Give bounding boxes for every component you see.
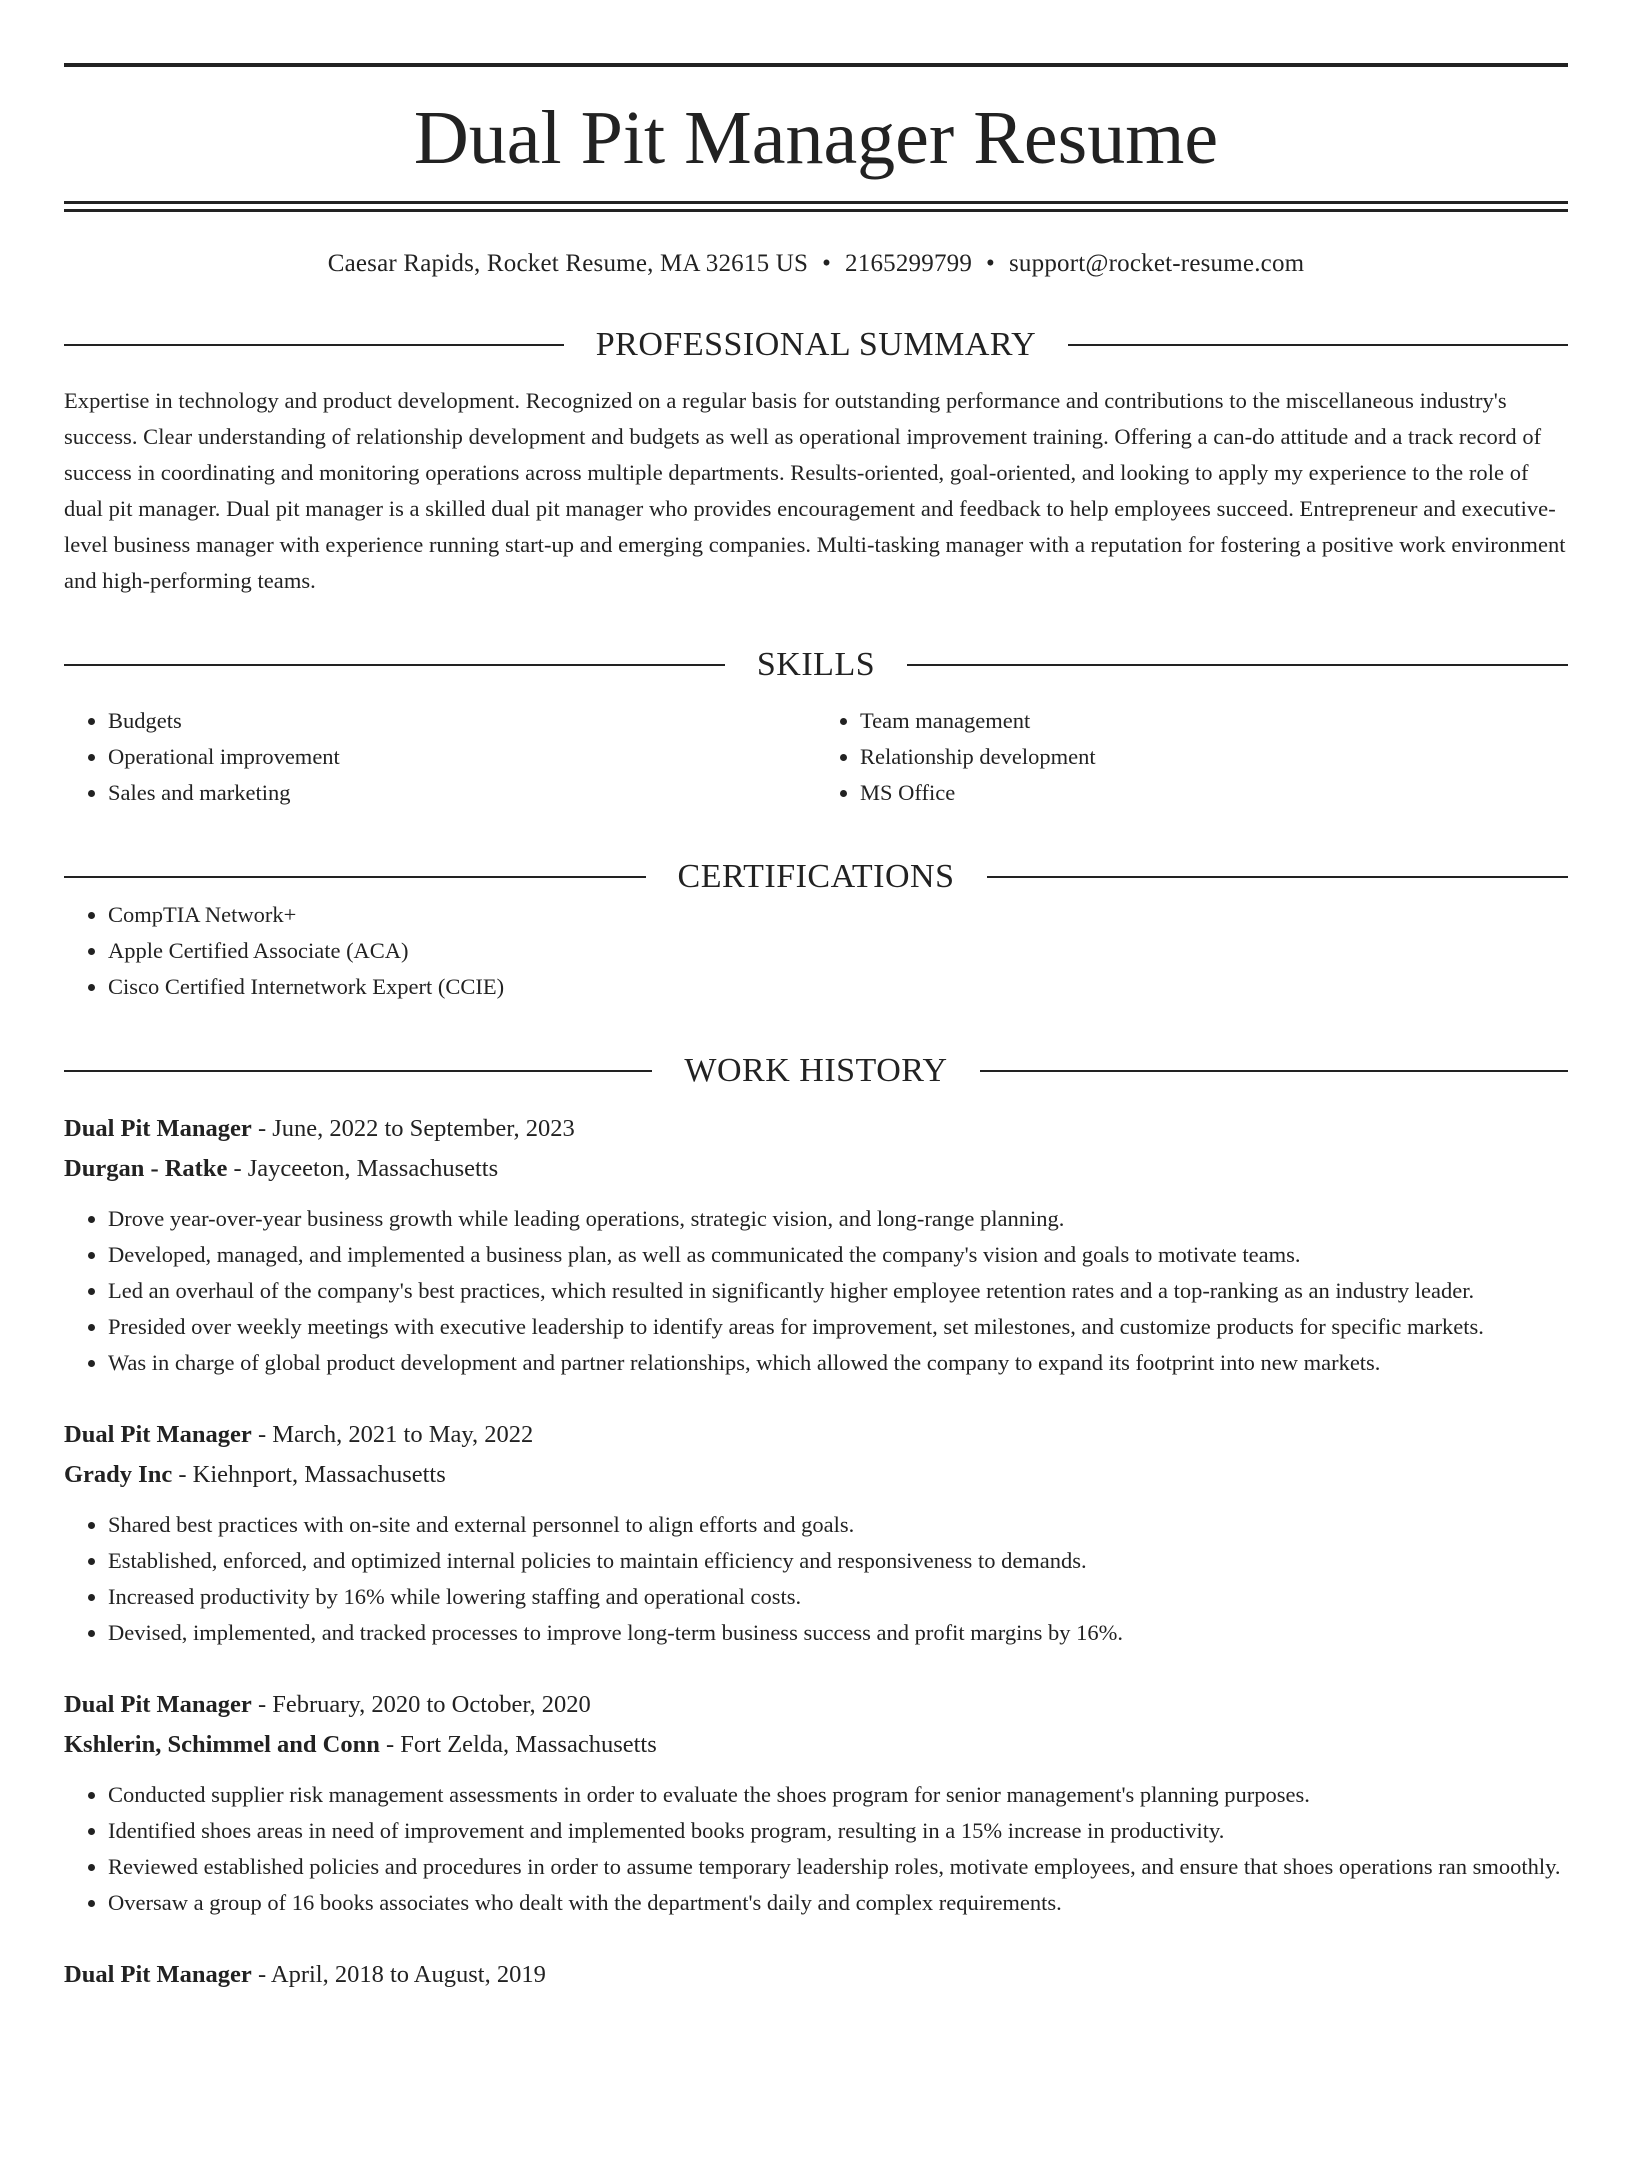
job-company-line xyxy=(64,1725,1568,1765)
job-bullet: • Drove year-over-year business growth while leading operations, strategic vision, and long-range planning. xyxy=(108,1201,1568,1237)
job-title: Dual Pit Manager xyxy=(64,1421,252,1448)
job-bullet: • Conducted supplier risk management assessments in order to evaluate the shoes program for senior management's planning purposes. xyxy=(108,1777,1568,1813)
skill-item: • Operational improvement xyxy=(108,739,816,775)
job-bullet: • Reviewed established policies and procedures in order to assume temporary leadership roles, motivate employees, and ensure that shoes operations ran smoothly. xyxy=(108,1849,1568,1885)
job-company: Kshlerin, Schimmel and Conn xyxy=(64,1731,380,1758)
job-entry xyxy=(64,1955,1568,1995)
job-location: - Fort Zelda, Massachusetts xyxy=(385,1731,657,1758)
job-bullet: • Shared best practices with on-site and external personnel to align efforts and goals. xyxy=(108,1507,1568,1543)
skill-item: • MS Office xyxy=(860,775,1568,811)
job-title-line xyxy=(64,1109,1568,1149)
work-history-list xyxy=(64,1109,1568,1995)
job-entry xyxy=(64,1109,1568,1381)
job-company: Durgan - Ratke xyxy=(64,1155,228,1182)
skill-item: • Sales and marketing xyxy=(108,775,816,811)
summary-text: Expertise in technology and product development. Recognized on a regular basis for outstanding performance and contributions to the miscellaneous industry's success. Clear understanding of relationship development and budgets as well as operational improvement training. Offering a can-do attitude and a track record of success in coordinating and monitoring operations across multiple departments. Results-oriented, goal-oriented, and looking to apply my experience to the role of dual pit manager. Dual pit manager is a skilled dual pit manager who provides encouragement and feedback to help employees succeed. Entrepreneur and executive-level business manager with experience running start-up and emerging companies. Multi-tasking manager with a reputation for fostering a positive work environment and high-performing teams. xyxy=(64,388,1566,593)
job-title-line xyxy=(64,1685,1568,1725)
divider-line xyxy=(64,664,725,666)
job-bullet: • Increased productivity by 16% while lowering staffing and operational costs. xyxy=(108,1579,1568,1615)
certification-item: • CompTIA Network+ xyxy=(108,897,1568,933)
contact-email: support@rocket-resume.com xyxy=(1009,250,1305,277)
divider-line xyxy=(64,1070,652,1072)
certification-item: • Cisco Certified Internetwork Expert (CCIE) xyxy=(108,969,1568,1005)
skills-column-right xyxy=(816,703,1568,811)
skill-item: • Team management xyxy=(860,703,1568,739)
job-dates: - April, 2018 to August, 2019 xyxy=(257,1961,546,1988)
skill-item: • Budgets xyxy=(108,703,816,739)
job-bullet: • Developed, managed, and implemented a business plan, as well as communicated the company's vision and goals to motivate teams. xyxy=(108,1237,1568,1273)
job-bullet: • Led an overhaul of the company's best practices, which resulted in significantly higher employee retention rates and a top-ranking as an industry leader. xyxy=(108,1273,1568,1309)
work-history-heading-row xyxy=(64,1051,1568,1091)
job-company-line xyxy=(64,1149,1568,1189)
page-title: Dual Pit Manager Resume xyxy=(413,96,1219,180)
job-title-line xyxy=(64,1955,1568,1995)
job-bullet: • Was in charge of global product development and partner relationships, which allowed the company to expand its footprint into new markets. xyxy=(108,1345,1568,1381)
job-dates: - March, 2021 to May, 2022 xyxy=(257,1421,534,1448)
contact-phone: 2165299799 xyxy=(845,250,973,277)
certifications-heading-row xyxy=(64,857,1568,897)
job-bullets xyxy=(64,1201,1568,1381)
divider-line xyxy=(907,664,1568,666)
job-bullet: • Oversaw a group of 16 books associates who dealt with the department's daily and complex requirements. xyxy=(108,1885,1568,1921)
contact-address: Caesar Rapids, Rocket Resume, MA 32615 US xyxy=(327,250,809,277)
job-company-line xyxy=(64,1455,1568,1495)
summary-heading-row xyxy=(64,325,1568,365)
job-entry xyxy=(64,1415,1568,1651)
job-bullet: • Devised, implemented, and tracked processes to improve long-term business success and profit margins by 16%. xyxy=(108,1615,1568,1651)
job-location: - Kiehnport, Massachusetts xyxy=(178,1461,446,1488)
contact-separator: • xyxy=(822,250,832,277)
job-bullet: • Identified shoes areas in need of improvement and implemented books program, resulting in a 15% increase in productivity. xyxy=(108,1813,1568,1849)
resume-page xyxy=(0,63,1632,2175)
job-bullets xyxy=(64,1777,1568,1921)
job-title: Dual Pit Manager xyxy=(64,1691,252,1718)
job-title: Dual Pit Manager xyxy=(64,1961,252,1988)
section-heading-work-history: WORK HISTORY xyxy=(684,1052,948,1089)
skills-list xyxy=(64,703,1568,811)
contact-line xyxy=(64,249,1568,279)
job-bullet: • Presided over weekly meetings with executive leadership to identify areas for improvement, set milestones, and customize products for specific markets. xyxy=(108,1309,1568,1345)
divider-line xyxy=(64,344,564,346)
job-location: - Jayceeton, Massachusetts xyxy=(233,1155,499,1182)
skills-column-left xyxy=(64,703,816,811)
job-entry xyxy=(64,1685,1568,1921)
divider-line xyxy=(64,876,646,878)
title-double-rule xyxy=(64,201,1568,212)
job-bullet: • Established, enforced, and optimized internal policies to maintain efficiency and responsiveness to demands. xyxy=(108,1543,1568,1579)
divider-line xyxy=(980,1070,1568,1072)
certifications-list xyxy=(64,897,1568,1005)
skill-item: • Relationship development xyxy=(860,739,1568,775)
job-company: Grady Inc xyxy=(64,1461,173,1488)
section-heading-skills: SKILLS xyxy=(756,646,876,683)
divider-line xyxy=(1068,344,1568,346)
divider-line xyxy=(987,876,1569,878)
job-dates: - February, 2020 to October, 2020 xyxy=(257,1691,591,1718)
section-heading-certifications: CERTIFICATIONS xyxy=(677,858,955,895)
section-heading-summary: PROFESSIONAL SUMMARY xyxy=(595,326,1037,363)
job-dates: - June, 2022 to September, 2023 xyxy=(257,1115,575,1142)
job-title-line xyxy=(64,1415,1568,1455)
job-title: Dual Pit Manager xyxy=(64,1115,252,1142)
job-bullets xyxy=(64,1507,1568,1651)
skills-heading-row xyxy=(64,645,1568,685)
contact-separator: • xyxy=(986,250,995,277)
certification-item: • Apple Certified Associate (ACA) xyxy=(108,933,1568,969)
